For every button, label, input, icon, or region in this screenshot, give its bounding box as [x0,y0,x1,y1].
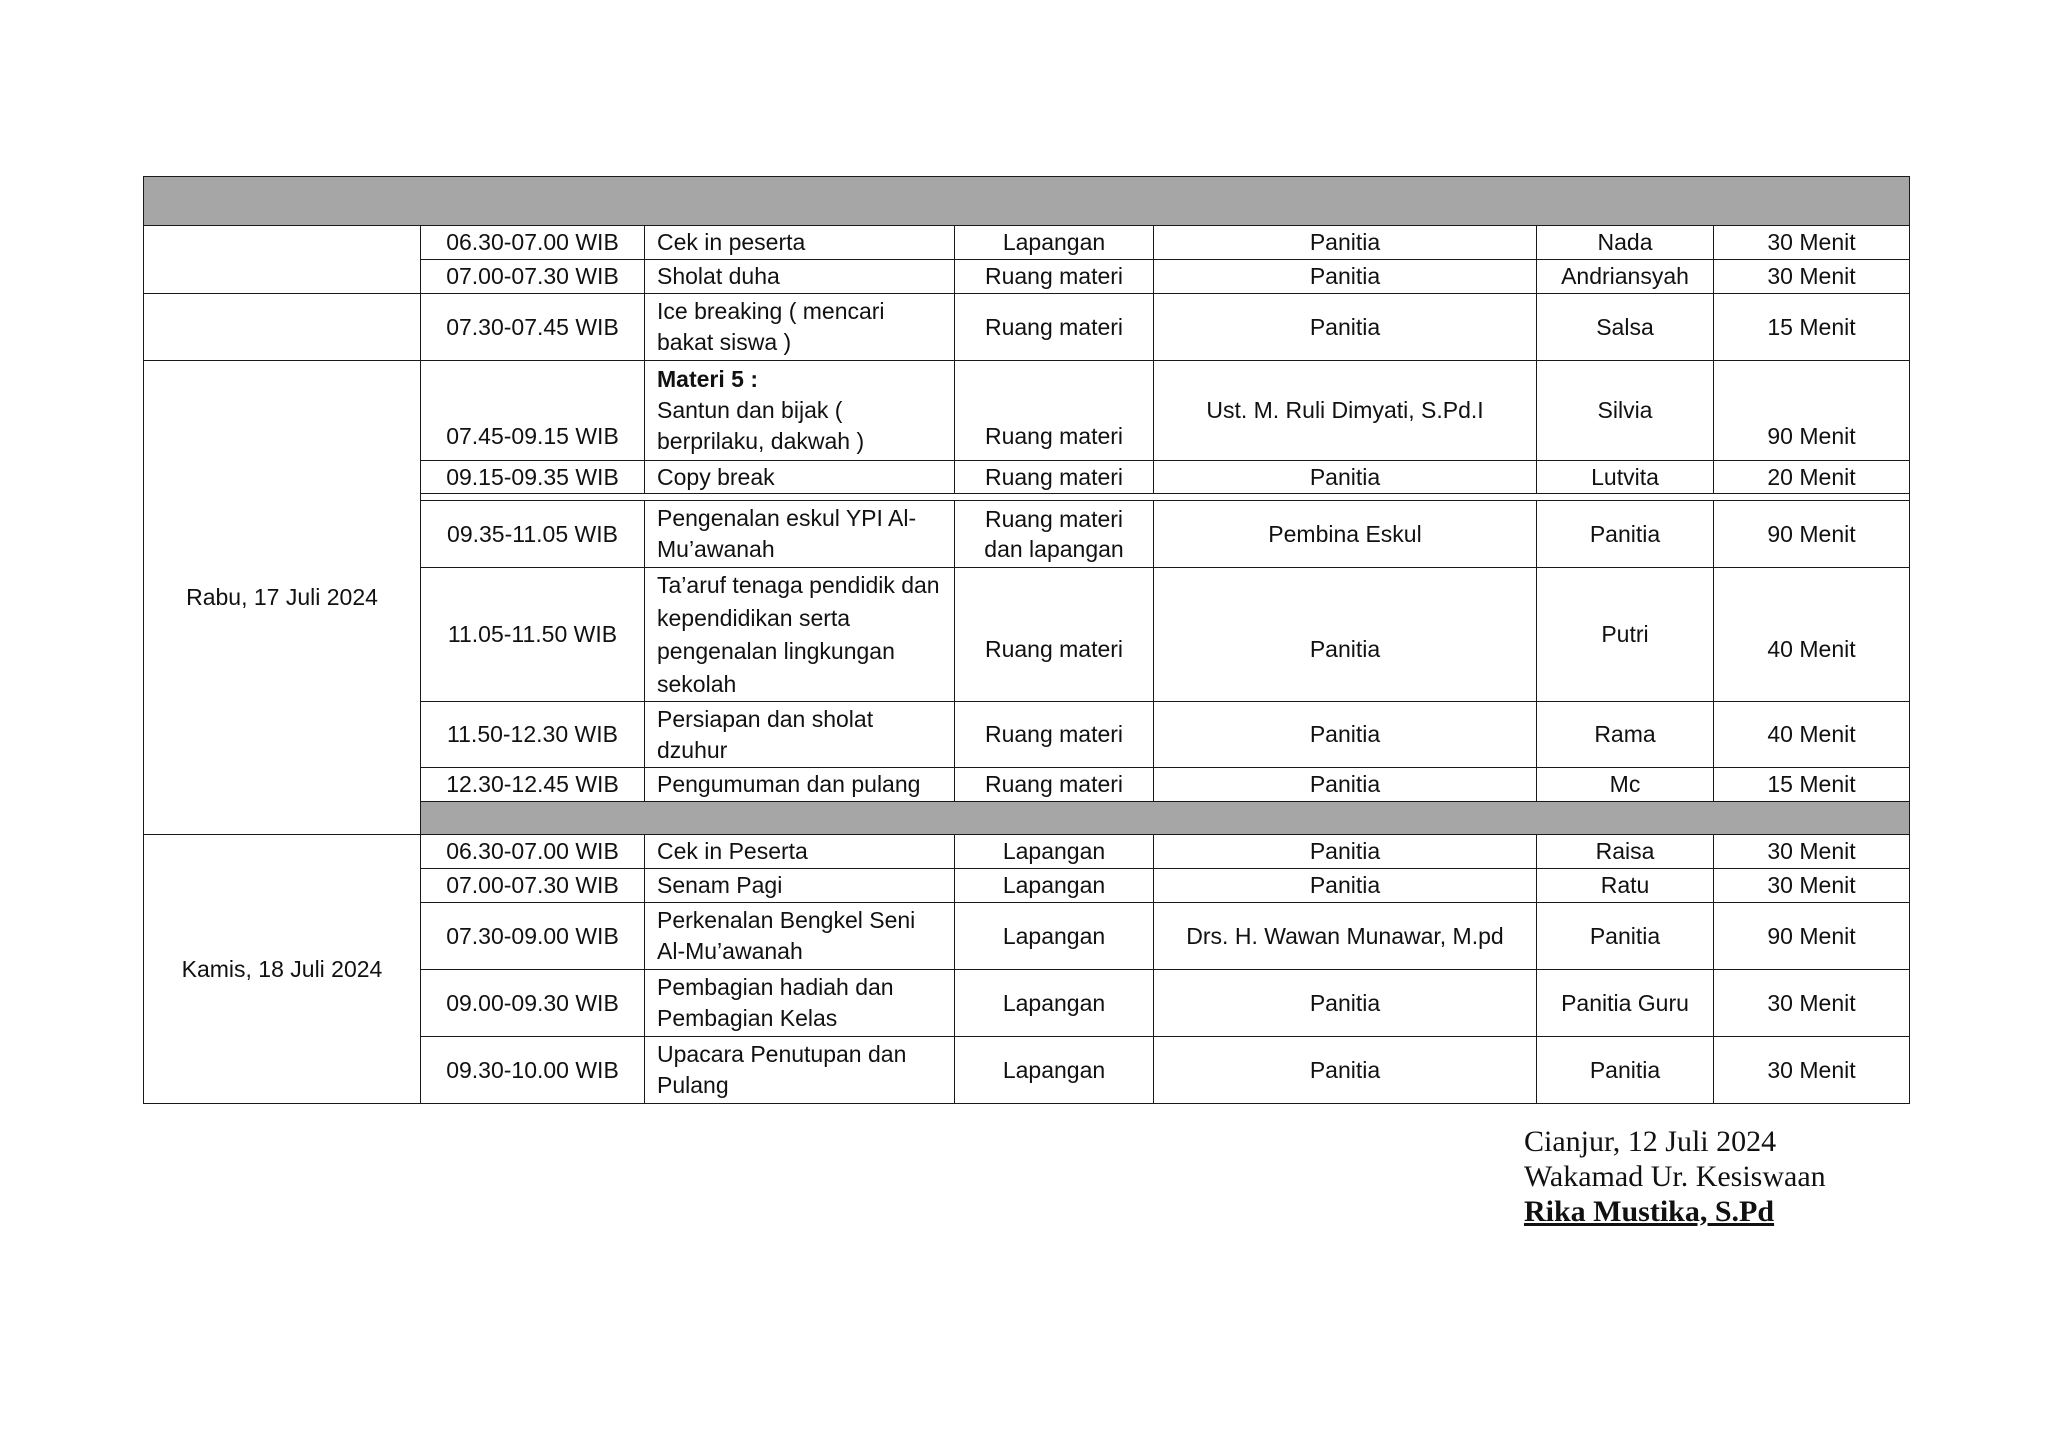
activity-cell: Cek in Peserta [645,835,955,869]
time-cell: 09.30-10.00 WIB [421,1037,645,1104]
activity-cell: Persiapan dan sholat dzuhur [645,702,955,768]
day-cell: Kamis, 18 Juli 2024 [144,835,421,1104]
time-cell: 09.35-11.05 WIB [421,501,645,568]
speaker-cell: Panitia [1154,869,1537,903]
speaker-cell: Panitia [1154,260,1537,294]
pic-cell: Rama [1537,702,1714,768]
place-cell: Lapangan [955,226,1154,260]
place-cell: Ruang materi [955,768,1154,802]
duration-cell: 30 Menit [1714,226,1910,260]
place-cell: Ruang materi [955,294,1154,361]
speaker-cell: Drs. H. Wawan Munawar, M.pd [1154,903,1537,970]
pic-cell: Putri [1537,568,1714,702]
activity-cell: Pembagian hadiah dan Pembagian Kelas [645,970,955,1037]
signature-block [1524,1124,1826,1229]
time-cell: 11.05-11.50 WIB [421,568,645,702]
table-row [144,361,1910,461]
speaker-cell: Panitia [1154,226,1537,260]
speaker-cell: Ust. M. Ruli Dimyati, S.Pd.I [1154,361,1537,461]
time-cell: 07.00-07.30 WIB [421,869,645,903]
duration-cell: 30 Menit [1714,970,1910,1037]
activity-text: Santun dan bijak ( berprilaku, dakwah ) [657,397,865,454]
activity-cell: Pengenalan eskul YPI Al-Mu’awanah [645,501,955,568]
pic-cell: Nada [1537,226,1714,260]
duration-cell: 30 Menit [1714,869,1910,903]
pic-cell: Silvia [1537,361,1714,461]
place-cell: Ruang materi [955,260,1154,294]
time-cell: 09.15-09.35 WIB [421,461,645,494]
duration-cell: 90 Menit [1714,501,1910,568]
time-cell: 06.30-07.00 WIB [421,226,645,260]
duration-cell: 20 Menit [1714,461,1910,494]
activity-cell: Ice breaking ( mencari bakat siswa ) [645,294,955,361]
pic-cell: Ratu [1537,869,1714,903]
place-cell: Ruang materi [955,361,1154,461]
pic-cell: Andriansyah [1537,260,1714,294]
activity-title: Materi 5 : [657,366,758,392]
time-cell: 07.30-09.00 WIB [421,903,645,970]
speaker-cell: Panitia [1154,294,1537,361]
time-cell: 07.45-09.15 WIB [421,361,645,461]
table-row [144,226,1910,260]
activity-cell: Senam Pagi [645,869,955,903]
signature-position: Wakamad Ur. Kesiswaan [1524,1160,1826,1193]
duration-cell: 15 Menit [1714,294,1910,361]
pic-cell: Raisa [1537,835,1714,869]
time-cell: 09.00-09.30 WIB [421,970,645,1037]
speaker-cell: Panitia [1154,835,1537,869]
activity-cell: Sholat duha [645,260,955,294]
activity-cell: Perkenalan Bengkel Seni Al-Mu’awanah [645,903,955,970]
time-cell: 11.50-12.30 WIB [421,702,645,768]
speaker-cell: Panitia [1154,568,1537,702]
activity-cell: Pengumuman dan pulang [645,768,955,802]
time-cell: 06.30-07.00 WIB [421,835,645,869]
duration-cell: 30 Menit [1714,835,1910,869]
place-cell: Ruang materi [955,702,1154,768]
pic-cell: Salsa [1537,294,1714,361]
speaker-cell: Pembina Eskul [1154,501,1537,568]
table-row [144,294,1910,361]
signature-place-date: Cianjur, 12 Juli 2024 [1524,1125,1777,1158]
activity-cell: Copy break [645,461,955,494]
place-cell: Ruang materi [955,568,1154,702]
duration-cell: 90 Menit [1714,361,1910,461]
schedule-table [143,176,1910,1104]
place-cell: Lapangan [955,970,1154,1037]
activity-cell [645,361,955,461]
place-cell: Lapangan [955,835,1154,869]
pic-cell: Mc [1537,768,1714,802]
duration-cell: 30 Menit [1714,1037,1910,1104]
place-cell: Ruang materi dan lapangan [955,501,1154,568]
day-cell: Rabu, 17 Juli 2024 [144,361,421,835]
place-cell: Lapangan [955,903,1154,970]
table-row [144,835,1910,869]
duration-cell: 40 Menit [1714,568,1910,702]
speaker-cell: Panitia [1154,768,1537,802]
speaker-cell: Panitia [1154,461,1537,494]
duration-cell: 40 Menit [1714,702,1910,768]
time-cell: 07.30-07.45 WIB [421,294,645,361]
signature-name: Rika Mustika, S.Pd [1524,1195,1775,1228]
pic-cell: Panitia Guru [1537,970,1714,1037]
speaker-cell: Panitia [1154,1037,1537,1104]
activity-cell: Cek in peserta [645,226,955,260]
time-cell: 07.00-07.30 WIB [421,260,645,294]
pic-cell: Lutvita [1537,461,1714,494]
pic-cell: Panitia [1537,1037,1714,1104]
time-cell: 12.30-12.45 WIB [421,768,645,802]
day-cell-empty [144,294,421,361]
speaker-cell: Panitia [1154,970,1537,1037]
section-header-band [144,177,1910,226]
duration-cell: 30 Menit [1714,260,1910,294]
activity-cell: Upacara Penutupan dan Pulang [645,1037,955,1104]
day-cell-empty [144,226,421,294]
place-cell: Ruang materi [955,461,1154,494]
speaker-cell: Panitia [1154,702,1537,768]
place-cell: Lapangan [955,869,1154,903]
duration-cell: 90 Menit [1714,903,1910,970]
pic-cell: Panitia [1537,903,1714,970]
pic-cell: Panitia [1537,501,1714,568]
place-cell: Lapangan [955,1037,1154,1104]
activity-cell: Ta’aruf tenaga pendidik dan kependidikan serta pengenalan lingkungan sekolah [645,568,955,702]
duration-cell: 15 Menit [1714,768,1910,802]
